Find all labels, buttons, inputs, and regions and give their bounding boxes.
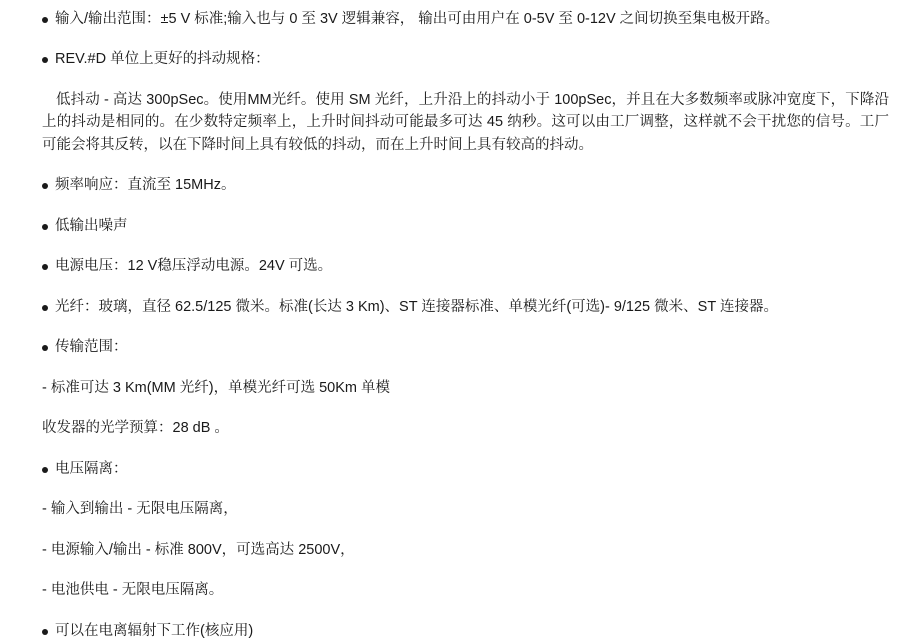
list-item xyxy=(22,48,889,70)
bullet-dot-icon xyxy=(42,224,48,230)
bullet-dot-icon xyxy=(42,345,48,351)
bullet-dot-icon xyxy=(42,57,48,63)
list-item xyxy=(22,336,889,358)
list-item xyxy=(22,255,889,277)
sub-item: - 输入到输出 - 无限电压隔离， xyxy=(42,501,238,518)
bullet-dot-icon xyxy=(42,305,48,311)
bullet-dot-icon xyxy=(42,467,48,473)
list-item xyxy=(22,296,889,318)
list-item-text: 输入/输出范围：±5 V 标准;输入也与 0 至 3V 逻辑兼容， 输出可由用户在 0-5V 至 0-12V 之间切换至集电极开路。 xyxy=(55,11,780,27)
sub-item: - 电池供电 - 无限电压隔离。 xyxy=(42,582,224,599)
list-item-text: 可以在电离辐射下工作(核应用) xyxy=(55,622,254,639)
sub-item: - 电源输入/输出 - 标准 800V，可选高达 2500V， xyxy=(42,541,355,558)
list-item-text: 传输范围： xyxy=(55,339,128,356)
bullet-dot-icon xyxy=(42,264,48,270)
list-item-text: 低输出噪声 xyxy=(55,217,128,234)
list-item-text: 光纤：玻璃，直径 62.5/125 微米。标准(长达 3 Km)、ST 连接器标准、单模光纤(可选)- 9/125 微米、ST 连接器。 xyxy=(55,298,778,315)
list-item-text: 电压隔离： xyxy=(55,460,128,477)
bullet-dot-icon xyxy=(42,629,48,635)
paragraph-jitter-spec: 低抖动 - 高达 300pSec。使用MM光纤。使用 SM 光纤，上升沿上的抖动小于 100pSec，并且在大多数频率或脉冲宽度下，下降沿上的抖动是相同的。在少数特定频率上，上升时间抖动可能最多可达 45 纳秒。这可以由工厂调整，这样就不会干扰您的信号。工厂可能会将其反转，以在下降时间上具有较低的抖动，而在上升时间上具有较高的抖动。 xyxy=(42,91,889,153)
list-item xyxy=(22,174,889,196)
list-item-text: 频率响应：直流至 15MHz。 xyxy=(55,177,236,194)
sub-item: - 标准可达 3 Km(MM 光纤)，单模光纤可选 50Km 单模 xyxy=(42,379,391,396)
optical-budget-line: 收发器的光学预算：28 dB 。 xyxy=(42,420,229,437)
list-item-text: REV.#D 单位上更好的抖动规格： xyxy=(55,51,270,68)
list-item xyxy=(22,215,889,237)
bullet-dot-icon xyxy=(42,183,48,189)
bullet-dot-icon xyxy=(42,17,48,23)
list-item xyxy=(22,8,889,30)
list-item xyxy=(22,620,889,642)
list-item xyxy=(22,458,889,480)
list-item-text: 电源电压：12 V稳压浮动电源。24V 可选。 xyxy=(55,258,333,275)
